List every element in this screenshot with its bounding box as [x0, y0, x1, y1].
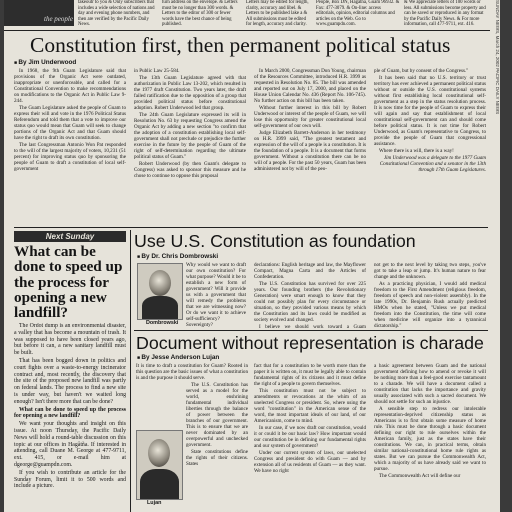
paragraph: The Ordot dump is an environmental disaster, a valley that has become a mountain of trash. It was supposed to have been closed years ago, but before it can, a new sanitary landfill must be built. [14, 323, 126, 357]
third-article-col-2 [254, 363, 366, 512]
second-article-col-1 [186, 262, 246, 328]
author-note: Jim Underwood was a delegate to the 1977 Guam Constitutional Convention and a senator in the 13th through 17th Guam Legislatures. [379, 155, 486, 173]
paragraph: The Guam Legislature asked the people of Guam to express their will and vote in the 1976 Political Status Referendum and told them that a vote to improve our status quo would mean that Guam will seek to change portions of the Organic Act and that Guam should have the right to draft its own constitution. [14, 105, 126, 141]
paragraph: Judge Elizabeth Barrett-Anderson in her testimony on H.R. 3999 said, "The greatest testament and expression of the will of a people is a constitution. It is the foundation of a people. It is a document that forms government. Without a constitution there can be no will of a people. For the past 50 years, Guam has been administered not by will of the peo- [254, 130, 366, 172]
second-byline-text: By Dr. Chris Dombrowski [141, 253, 219, 260]
paragraph: declarations: English heritage and law, the Mayflower Compact, Magna Carta and the Articles of Confederation. [254, 262, 366, 280]
paragraph: not get to the next level by taking two steps, you've got to take a leap or jump. It's human nature to fear change and the unknown. [374, 262, 486, 280]
photo-caption-dombrowski: Dombrowski [146, 320, 179, 326]
newspaper-page [4, 0, 500, 512]
policy-text-3: Letters may be edited for length, clarity, accuracy and libel. & Letters to be published lake a & All submissions must be edited for length, accuracy and clarity. [246, 0, 309, 28]
letters-policy-strip [4, 0, 500, 30]
paragraph: As a practicing physician, I would add medical freedom to the First Amendment (religious freedom, freedom of speech and non-violent assembly). In the late 1990s, Dr. Benjamin Rush actually predicted HMOs when he stated, "Unless we put medical freedom into the Constitution, the time will come when medicine will organize into a tyrannical dictatorship." [374, 281, 486, 328]
policy-text-4: People, Box DN, Hagatna, Guam 96932. & Fax: 477-3079. & On-line: access editorials, opinion, editorial columns and articles on the Web. Go to www.guampdn.com. [316, 0, 400, 28]
main-byline: ■ By Jim Underwood [14, 59, 77, 66]
paragraph: The U.S. Constitution has survived for over 225 years. Our founding brothers (the Revolutionary Generation) were smart enough to know that they could not possibly plan for every circumstance or situation, so they provided various means by which the Constitution and its laws could be modified as society evolved and changed. [254, 281, 366, 323]
paragraph: ple of Guam, but by consent of the Congress." [374, 68, 469, 74]
photo-shoulders [140, 469, 179, 500]
third-article-col-3 [374, 363, 486, 512]
second-article-col-3 [374, 262, 486, 328]
divider [130, 230, 131, 512]
folio-side-tab: SUNDAY NEWS, March 24, 2002 PACIFIC DAILY NEWS [495, 0, 500, 115]
paragraph: Without further interest in this bill by Robert Underwood or interest of the people of Guam, we will lose this opportunity for greater constitutional local self-government of our own will. [254, 105, 366, 129]
paragraph: The 24th Guam Legislature expressed its will in Resolution No. 63 by requesting Congress amend the Organic Act by adding a new section "to confirm that the adoption of a constitution establishing local self-government shall not preclude or prejudice the further exercise in the future by the people of Guam of the right of self-determination regarding the ultimate political status of Guam." [134, 112, 246, 160]
policy-text-5: & We appreciate letters of 100 words or less. All submissions become property and can be saved or reproduced in any format by the Pacific Daily News. & For more information, call 477-9711, ext. 416. [404, 0, 486, 28]
third-headline: Document without representation is charade [136, 333, 484, 353]
paragraph: Where there is a will, there is a way! [379, 148, 454, 154]
policy-text-2: turn address on the envelope. & Letters must be no longer than 300 words. & Letters to the editor of 300 or fewer words have the best chance of being published. [162, 0, 238, 28]
paragraph: That has been bogged down in politics and court fights over a waste-to-energy incinerator contract and, most recently, the discovery that the site of the proposed new landfill was partly on federal lands. The process to find a new site is under way, but haven't we waited long enough? Isn't there more that can be done? [14, 357, 126, 405]
paragraph: The 13th Guam Legislature agreed with that authorization in Public Law 13-202, which resulted in the 1977 draft Constitution. Two years later, the draft failed ratification due to the opposition of a group that provided political status before constitutional adoption. Robert Underwood led that group. [134, 75, 246, 111]
author-photo-lujan [136, 430, 183, 500]
paragraph: The Commonwealth Act will define our [379, 473, 461, 479]
paragraph: The last Congressman Antonio Won Pat responded to the will of the largest majority of voters, 10,231 (51 percent) for improving status quo by sponsoring the people of Guam to draft a constitution of local self-government [14, 142, 126, 172]
main-headline: Constitution first, then permanent political status [30, 33, 451, 57]
paragraph: In March 2000, Congressman Don Young, chairman of the Resources Committee, introduced H.R. 3999 as requested in Resolution No. 85. The bill was amended and reported out on July 17, 2000, and placed on the House Union Calendar No. 436 (Report No. 106-745). No further action on this bill has been taken. [254, 68, 366, 104]
paragraph: If you wish to contribute an article for the Sunday Forum, limit it to 500 words and include a picture. [14, 469, 126, 490]
divider [14, 227, 488, 228]
paragraph: What can be done to speed up the process for opening a new landfill? [14, 406, 126, 420]
photo-caption-lujan: Lujan [147, 500, 162, 506]
paragraph: fact that for a constitution to be worth more than the paper it is written on, it must be legally able to contain fundamental rights of its citizens and it must define the right of a people to govern themselves. [254, 363, 366, 387]
photo-face [148, 439, 170, 467]
paragraph: A sensible step to redress our intolerable representation-deprived citizenship status as Americans is to first obtain some measure of home rule. This must be done through a basic document defining our right to rule ourselves within the American family, just as the states have their constitutions. We can, in practical terms, obtain similar national-constitutional home rule rights as states. But we can pursue the Commonwealth Act, which a majority of us have already said we want to pursue. [374, 406, 486, 472]
second-byline: ■ By Dr. Chris Dombrowski [137, 253, 219, 260]
main-article-col-4 [374, 68, 486, 226]
main-article-col-3 [254, 68, 366, 226]
section-label: the people [44, 15, 73, 23]
paragraph: In 1968, the 9th Guam Legislature said that provisions of the Organic Act were outdated, inappropriate or unenforceable, and called for a Constitutional Convention to make recommendations on modifications to the Organic Act in Public Law 9-244. [14, 68, 126, 104]
divider [134, 330, 488, 331]
photo-face [149, 270, 171, 296]
paragraph: Robert Underwood (by then Guam's delegate to Congress) was asked to sponsor this measure and he chose to continue to oppose this proposal [134, 161, 246, 179]
paragraph: This constitution must not be subject to amendments or revocations at the whim of an unelected Congress or president. So, where using the word "constitution" in the American sense of the word, the most important ideals of our land, of our Americanism, come to mind. [254, 388, 366, 424]
second-headline: Use U.S. Constitution as foundation [134, 231, 416, 251]
paragraph: Under our current system of laws, our unelected Congress and president do with Guam — and by extension all of us residents of Guam — as they want. We have no right [254, 450, 366, 474]
paragraph: It is time to draft a constitution for Guam? Rooted in this question are the basic issues of what a constitution is and the purpose it should serve. [136, 363, 248, 381]
paragraph: The U.S. Constitution has served as a model for the world, enshrining fundamental individual liberties through the balance of power between the branches of our government. This is to ensure that we are never dominated by an overpowerful and unchecked government. [186, 382, 248, 448]
paragraph: a basic agreement between Guam and the national government defining how to amend or revoke it will be nothing more than a feel-good exercise tantamount to a charade. We will have a document called a constitution that lacks the importance and gravity usually associated with such a sacred document. We should not settle for such an injustice. [374, 363, 486, 405]
paragraph: I believe we should work toward a Guam [259, 324, 366, 328]
sidebar-headline: What can be done to speed up the process for opening a new landfill? [14, 243, 123, 322]
paragraph: Why would we want to draft our own constitution? For what purpose? Would it be to establish a new form of government? Will it provide us with a government that will remedy the problems that we are witnessing now? Or do we want it to achieve self-sufficiency? Sovereignty? [186, 262, 246, 328]
second-article-col-2 [254, 262, 366, 328]
paragraph: We want your thoughts and insight on this issue. At noon Thursday, the Pacific Daily News will hold a round-table discussion on this topic at our offices in Hagåtña. If interested in attending, call Duane M. George at 477-9711, ext. 415, or e-mail him at dgeorge@guampdn.com. [14, 421, 126, 468]
author-photo-dombrowski [137, 263, 183, 320]
divider [4, 30, 490, 31]
paragraph: It has been said that no U.S. territory or trust territory has ever achieved a permanent political status without or outside the U.S. constitutional systems without first establishing local constitutional self-government as a step in the status resolution process. It is now time for the people of Guam to express their will again and say that establishment of local constitutional self-government can and should come before political status. It is not time for Robert Underwood, as Guam's representative to Congress, to provide the people of Guam that congressional assistance. [374, 75, 486, 147]
third-byline: ■ By Jesse Anderson Lujan [137, 354, 220, 361]
main-article-col-2 [134, 68, 246, 226]
third-byline-text: By Jesse Anderson Lujan [141, 354, 220, 361]
paragraph: In our case, if we now draft our constitution, would it or could it be our basic law? How important would our constitution be in defining our fundamental rights and our system of government? [254, 425, 366, 449]
main-byline-text: By Jim Underwood [18, 59, 77, 66]
photo-shoulders [142, 296, 178, 320]
next-sunday-label: Next Sunday [14, 231, 126, 242]
paragraph: in Public Law 25-584. [134, 68, 180, 74]
policy-text-1: takeoutr to you & Only subscribers that includes a wide selection of nations and day and evening phone numbers, and then are verified by the Pacific Daily News. [78, 0, 155, 28]
paragraph: State constitutions define the rights of their citizens. States [186, 449, 248, 467]
sidebar-body [14, 323, 126, 512]
section-label-box [4, 0, 74, 26]
main-article-col-1 [14, 68, 126, 226]
